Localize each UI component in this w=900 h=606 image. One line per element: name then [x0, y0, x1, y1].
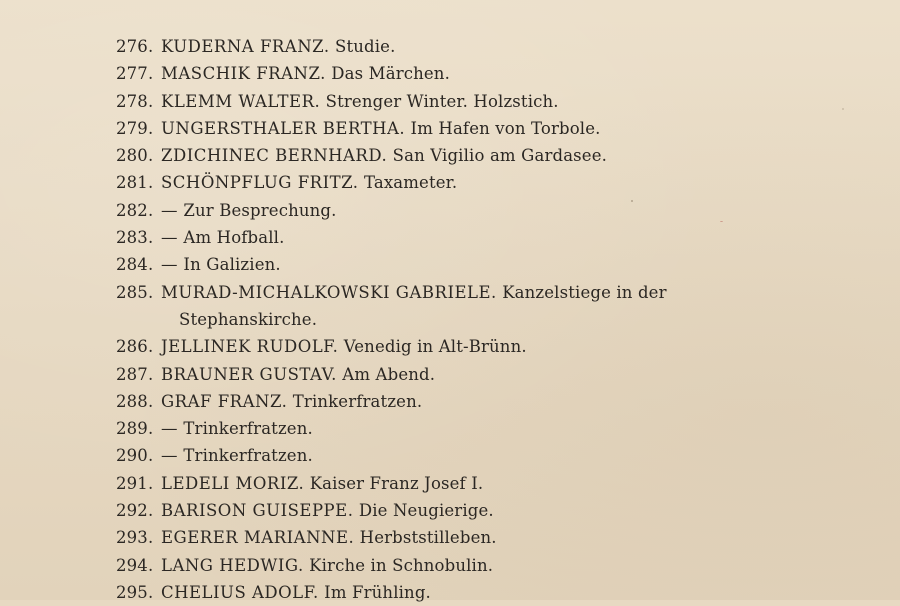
catalog-entry: [116, 361, 836, 388]
catalog-entry: [116, 251, 836, 278]
entry-title: Trinkerfratzen.: [183, 419, 313, 439]
catalog-entry: [116, 470, 836, 497]
paper-speck: [842, 108, 844, 110]
entry-text: [161, 88, 801, 115]
catalog-entry: [116, 388, 836, 415]
entry-artist: GRAF FRANZ.: [161, 391, 288, 411]
entry-artist: BRAUNER GUSTAV.: [161, 364, 337, 384]
entry-number: 281.: [116, 173, 154, 193]
catalog-entry: [116, 169, 836, 196]
entry-artist: UNGERSTHALER BERTHA.: [161, 118, 406, 138]
entry-artist: JELLINEK RUDOLF.: [161, 337, 339, 357]
entry-title: Im Hafen von Torbole.: [410, 118, 601, 138]
entry-title: Trinkerfratzen.: [183, 446, 313, 466]
entry-number: 294.: [116, 555, 154, 575]
entry-number: 278.: [116, 91, 154, 111]
entry-number: 284.: [116, 255, 154, 275]
entry-number: 288.: [116, 391, 154, 411]
entry-text: [161, 524, 801, 551]
entry-number: 277.: [116, 64, 154, 84]
entry-text: [161, 251, 801, 278]
entry-title: Im Frühling.: [324, 582, 431, 602]
entry-title: In Galizien.: [183, 255, 281, 275]
entry-number: 291.: [116, 473, 154, 493]
entry-number: 295.: [116, 582, 154, 602]
entry-number: 292.: [116, 501, 154, 521]
entry-text: [161, 33, 801, 60]
entry-number: 280.: [116, 146, 154, 166]
catalog-entry: [116, 333, 836, 360]
entry-text: [161, 415, 801, 442]
catalog-list: [116, 33, 836, 606]
entry-text: [161, 388, 801, 415]
entry-title-continuation: Stephanskirche.: [179, 309, 318, 329]
entry-title: Venedig in Alt-Brünn.: [343, 337, 527, 357]
entry-text: [161, 115, 801, 142]
entry-title: Am Hofball.: [183, 228, 285, 248]
entry-artist: SCHÖNPFLUG FRITZ.: [161, 173, 359, 193]
entry-number: 286.: [116, 337, 154, 357]
entry-number: 287.: [116, 364, 154, 384]
entry-number: 285.: [116, 282, 154, 302]
entry-artist: —: [161, 446, 178, 466]
entry-number: 283.: [116, 228, 154, 248]
entry-text: [161, 197, 801, 224]
entry-text: [161, 169, 801, 196]
entry-title: Zur Besprechung.: [183, 200, 337, 220]
entry-number: 282.: [116, 200, 154, 220]
entry-number: 293.: [116, 528, 154, 548]
entry-title: Kaiser Franz Josef I.: [309, 473, 484, 493]
catalog-entry: [116, 142, 836, 169]
entry-title: Studie.: [335, 37, 396, 56]
catalog-entry: [116, 33, 836, 60]
catalog-entry: [116, 497, 836, 524]
catalog-entry: [116, 60, 836, 87]
entry-title: Kirche in Schnobulin.: [309, 555, 494, 575]
entry-title: Taxameter.: [363, 173, 458, 193]
entry-title: San Vigilio am Gardasee.: [392, 146, 608, 166]
entry-title: Strenger Winter. Holzstich.: [325, 91, 559, 111]
catalog-entry: [116, 115, 836, 142]
entry-number: 290.: [116, 446, 154, 466]
entry-text: [161, 333, 801, 360]
catalog-entry: [116, 442, 836, 469]
entry-title: Kanzelstiege in der: [502, 282, 667, 302]
entry-artist: BARISON GUISEPPE.: [161, 501, 354, 521]
catalog-entry: [116, 279, 836, 334]
entry-artist: MURAD-MICHALKOWSKI GABRIELE.: [161, 282, 497, 302]
entry-number: 279.: [116, 118, 154, 138]
entry-artist: KUDERNA FRANZ.: [161, 37, 330, 56]
entry-artist: —: [161, 255, 178, 275]
entry-number: 276.: [116, 37, 154, 56]
entry-artist: CHELIUS ADOLF.: [161, 582, 319, 602]
entry-title: Am Abend.: [342, 364, 436, 384]
entry-title: Trinkerfratzen.: [292, 391, 423, 411]
catalog-entry: [116, 88, 836, 115]
entry-text: [161, 224, 801, 251]
catalog-entry: [116, 197, 836, 224]
entry-text: [161, 442, 801, 469]
entry-artist: KLEMM WALTER.: [161, 91, 321, 111]
entry-text: [161, 279, 781, 334]
catalog-entry: [116, 552, 836, 579]
catalog-entry: [116, 579, 836, 606]
entry-text: [161, 361, 801, 388]
entry-artist: —: [161, 419, 178, 439]
entry-artist: —: [161, 200, 178, 220]
entry-title: Das Märchen.: [331, 64, 450, 84]
entry-text: [161, 60, 801, 87]
entry-title: Herbststilleben.: [359, 528, 497, 548]
entry-artist: EGERER MARIANNE.: [161, 528, 355, 548]
entry-artist: LANG HEDWIG.: [161, 555, 304, 575]
catalog-entry: [116, 224, 836, 251]
catalog-entry: [116, 524, 836, 551]
entry-text: [161, 552, 801, 579]
catalog-entry: [116, 415, 836, 442]
entry-number: 289.: [116, 419, 154, 439]
entry-text: [161, 470, 801, 497]
entry-text: [161, 579, 801, 606]
entry-text: [161, 142, 801, 169]
entry-artist: LEDELI MORIZ.: [161, 473, 305, 493]
entry-title: Die Neugierige.: [358, 501, 494, 521]
entry-artist: MASCHIK FRANZ.: [161, 64, 326, 84]
entry-artist: —: [161, 228, 178, 248]
entry-text: [161, 497, 801, 524]
entry-artist: ZDICHINEC BERNHARD.: [161, 146, 388, 166]
